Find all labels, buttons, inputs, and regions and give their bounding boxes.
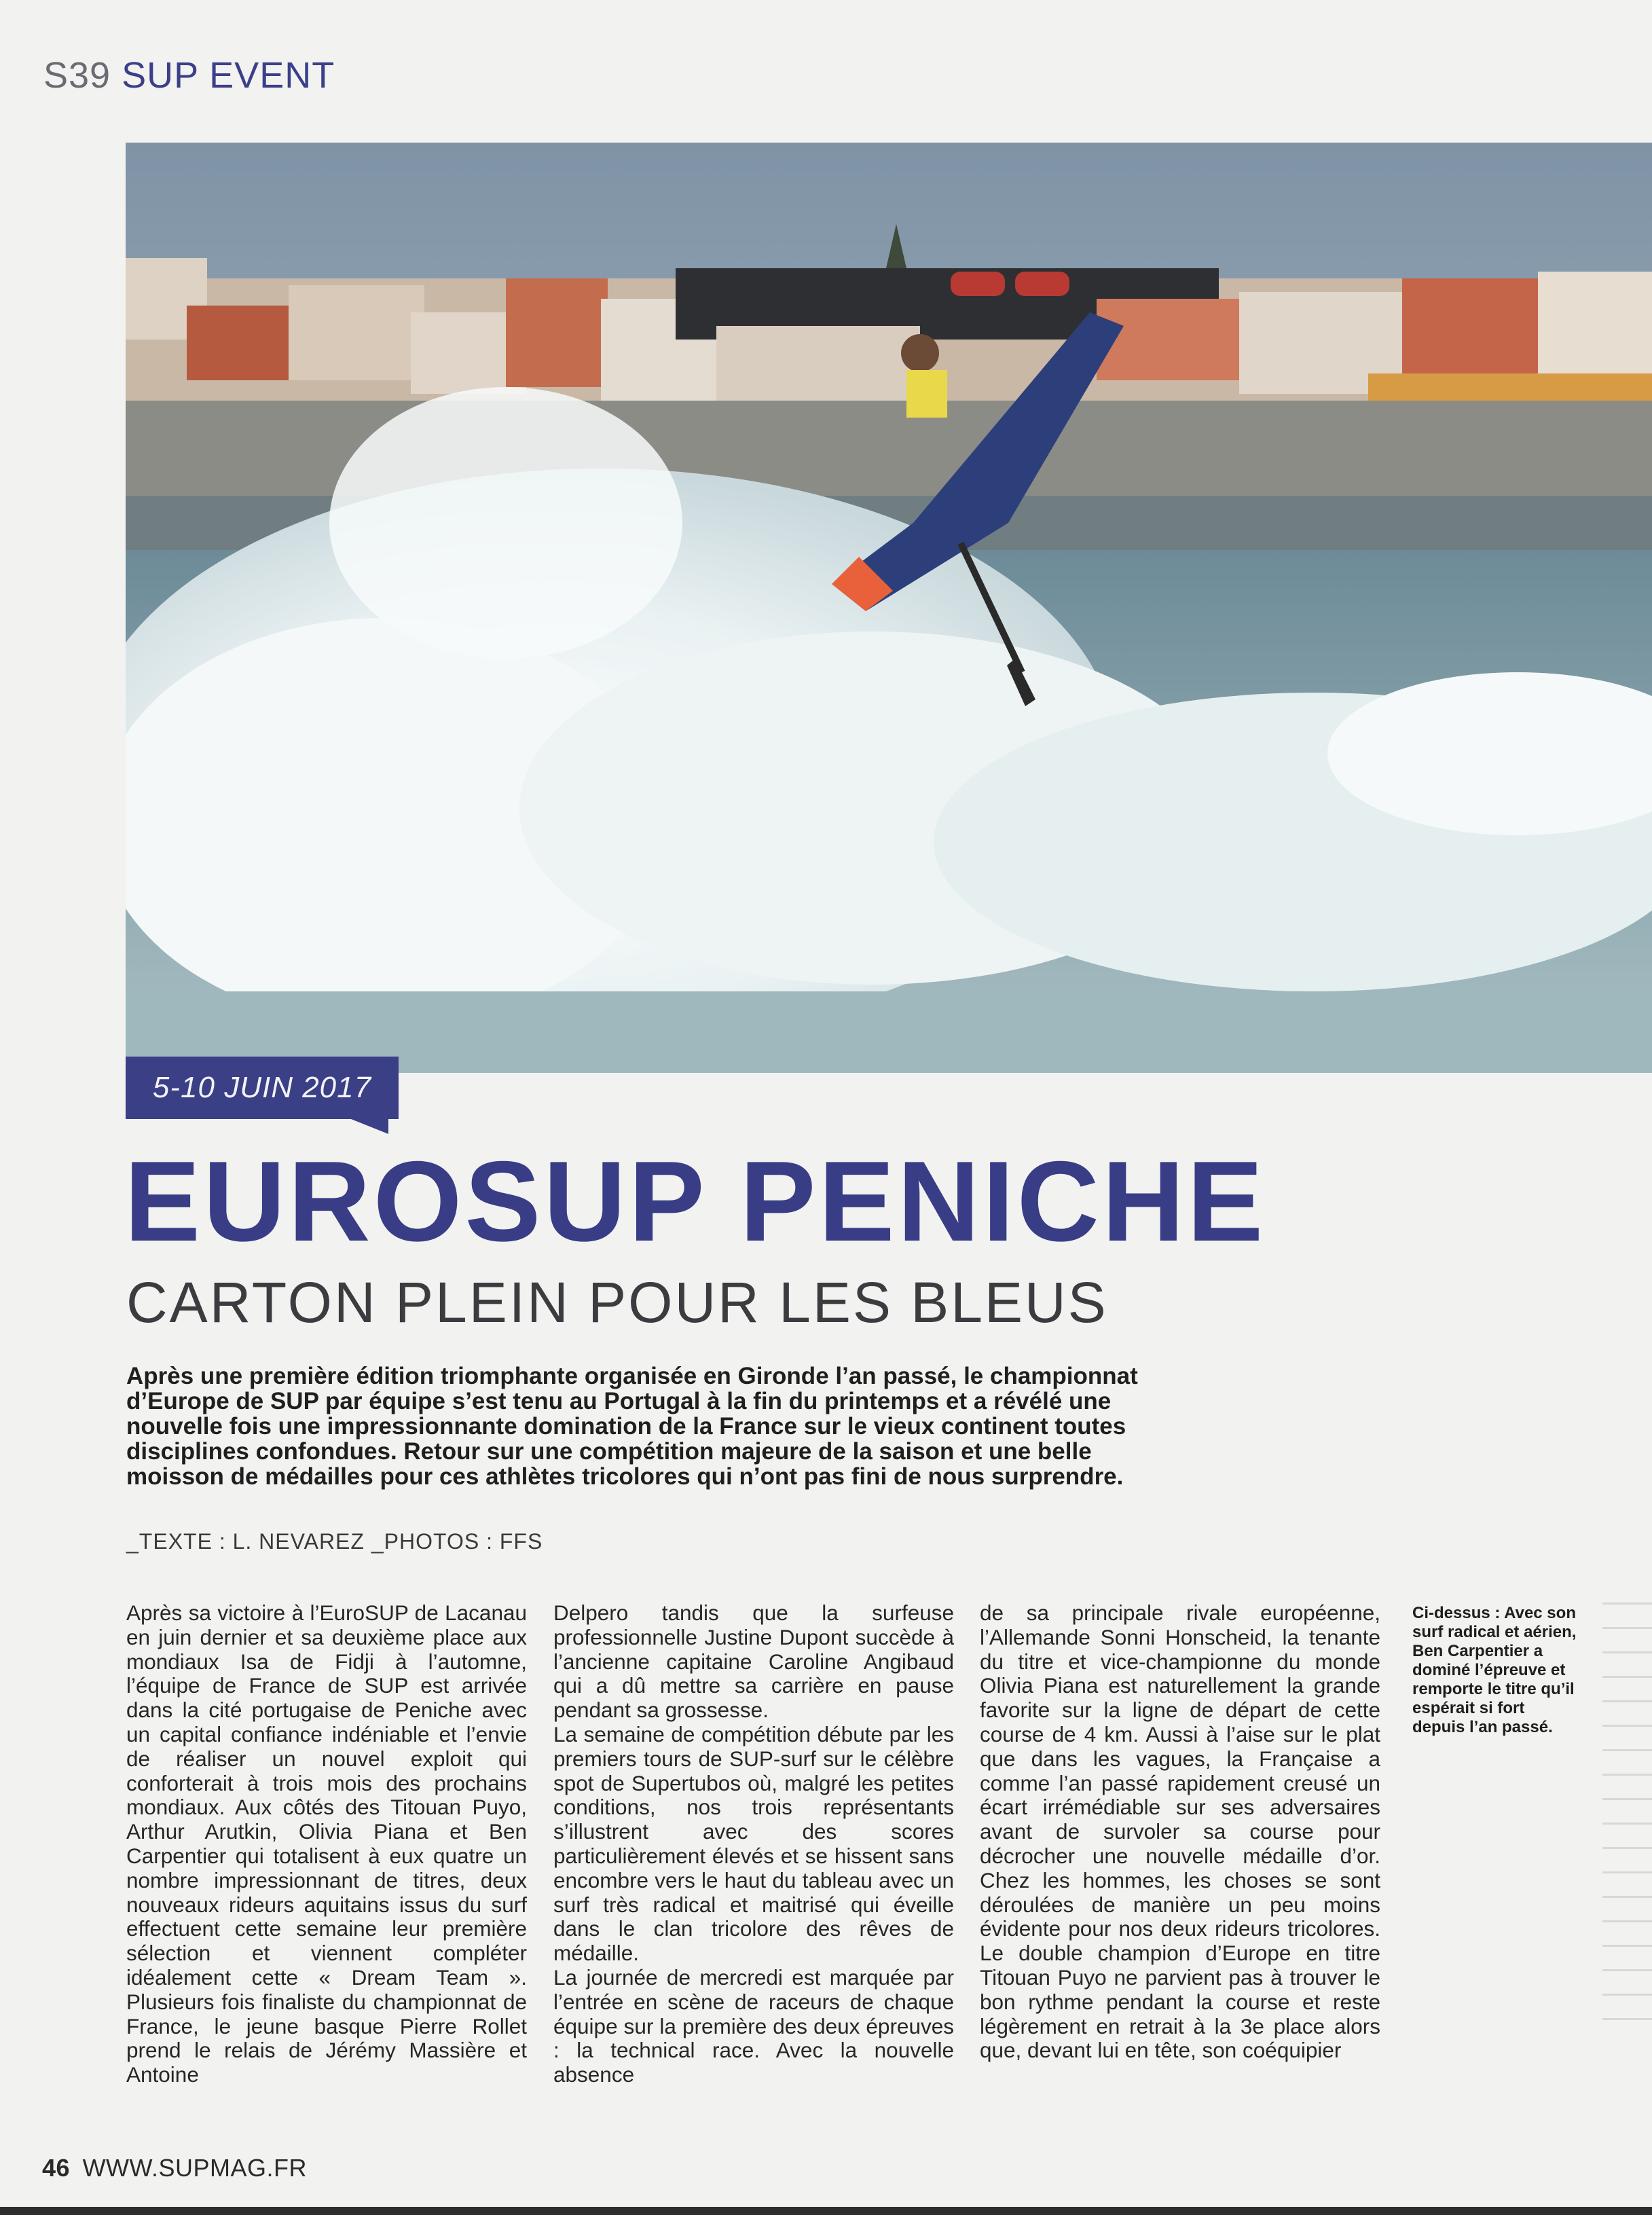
show-through-text — [1602, 1603, 1652, 2071]
page-footer — [42, 2154, 307, 2182]
hero-photo-illustration — [126, 143, 1652, 1073]
page-number: 46 — [42, 2154, 71, 2182]
date-flag-tail — [348, 1118, 388, 1134]
body-column-2 — [553, 1601, 954, 2087]
photo-caption — [1412, 1604, 1579, 1737]
article-credits: _TEXTE : L. NEVAREZ _PHOTOS : FFS — [126, 1529, 543, 1554]
article-subhead: CARTON PLEIN POUR LES BLEUS — [126, 1270, 1108, 1334]
body-paragraph: Delpero tandis que la surfeuse professionnelle Justine Dupont succède à l’ancienne capitaine Caroline Angibaud qui a dû mettre sa carrière en pause pendant sa grossesse. — [553, 1600, 954, 1723]
article-headline: EUROSUP PENICHE — [124, 1137, 1266, 1265]
hero-photo — [126, 143, 1652, 1073]
section-number: S39 — [43, 55, 111, 96]
section-tag — [43, 54, 335, 96]
caption-label: Ci-dessus : — [1412, 1604, 1501, 1622]
scan-edge — [0, 2207, 1652, 2215]
site-url[interactable]: WWW.SUPMAG.FR — [82, 2154, 308, 2182]
caption-text: Avec son surf radical et aérien, Ben Carpentier a dominé l’épreuve et remporte le titre qu’il espérait si fort depuis l’an passé. — [1412, 1604, 1577, 1736]
body-column-3: de sa principale rivale européenne, l’Allemande Sonni Honscheid, la tenante du titre et vice-championne du monde Olivia Piana est naturellement la grande favorite sur la ligne de départ de cette course de 4 km. Aussi à l’aise sur le plat que dans les vagues, la Française a comme l’an passé rapidement creusé un écart irrémédiable sur ses adversaires avant de survoler sa course pour décrocher une nouvelle médaille d’or. Chez les hommes, les choses se sont déroulées de manière un peu moins évidente pour nos deux rideurs tricolores. Le double champion d’Europe en titre Titouan Puyo ne parvient pas à trouver le bon rythme pendant la course et reste légèrement en retrait à la 3e place alors que, devant lui en tête, son coéquipier — [980, 1600, 1380, 2063]
body-column-1: Après sa victoire à l’EuroSUP de Lacanau en juin dernier et sa deuxième place aux mondiaux Isa de Fidji à l’automne, l’équipe de France de SUP est arrivée dans la cité portugaise de Peniche avec un capital confiance indéniable et l’envie de réaliser un nouvel exploit qui conforterait à trois mois des prochains mondiaux. Aux côtés des Titouan Puyo, Arthur Arutkin, Olivia Piana et Ben Carpentier qui totalisent à eux quatre un nombre impressionnant de titres, deux nouveaux rideurs aquitains issus du surf effectuent cette semaine leur première sélection et viennent compléter idéalement cette « Dream Team ». Plusieurs fois finaliste du championnat de France, le jeune basque Pierre Rollet prend le relais de Jérémy Massière et Antoine — [126, 1600, 527, 2087]
event-date-flag: 5-10 JUIN 2017 — [126, 1057, 399, 1119]
section-name: SUP EVENT — [122, 55, 335, 96]
body-paragraph: La semaine de compétition débute par les premiers tours de SUP-surf sur le célèbre spot de Supertubos où, malgré les petites conditions, nos trois représentants s’illustrent avec des scores particulièrement élevés et se hissent sans encombre vers le haut du tableau avec un surf très radical et maitrisé qui éveille dans le clan tricolore des rêves de médaille. — [553, 1721, 954, 1966]
body-paragraph: La journée de mercredi est marquée par l’entrée en scène de raceurs de chaque équipe sur la première des deux épreuves : la technical race. Avec la nouvelle absence — [553, 1964, 954, 2087]
article-lede: Après une première édition triomphante organisée en Gironde l’an passé, le championnat d’Europe de SUP par équipe s’est tenu au Portugal à la fin du printemps et a révélé une nouvelle fois une impressionnante domination de la France sur le vieux continent toutes disciplines confondues. Retour sur une compétition majeure de la saison et une belle moisson de médailles pour ces athlètes tricolores qui n’ont pas fini de nous surprendre. — [126, 1363, 1138, 1490]
